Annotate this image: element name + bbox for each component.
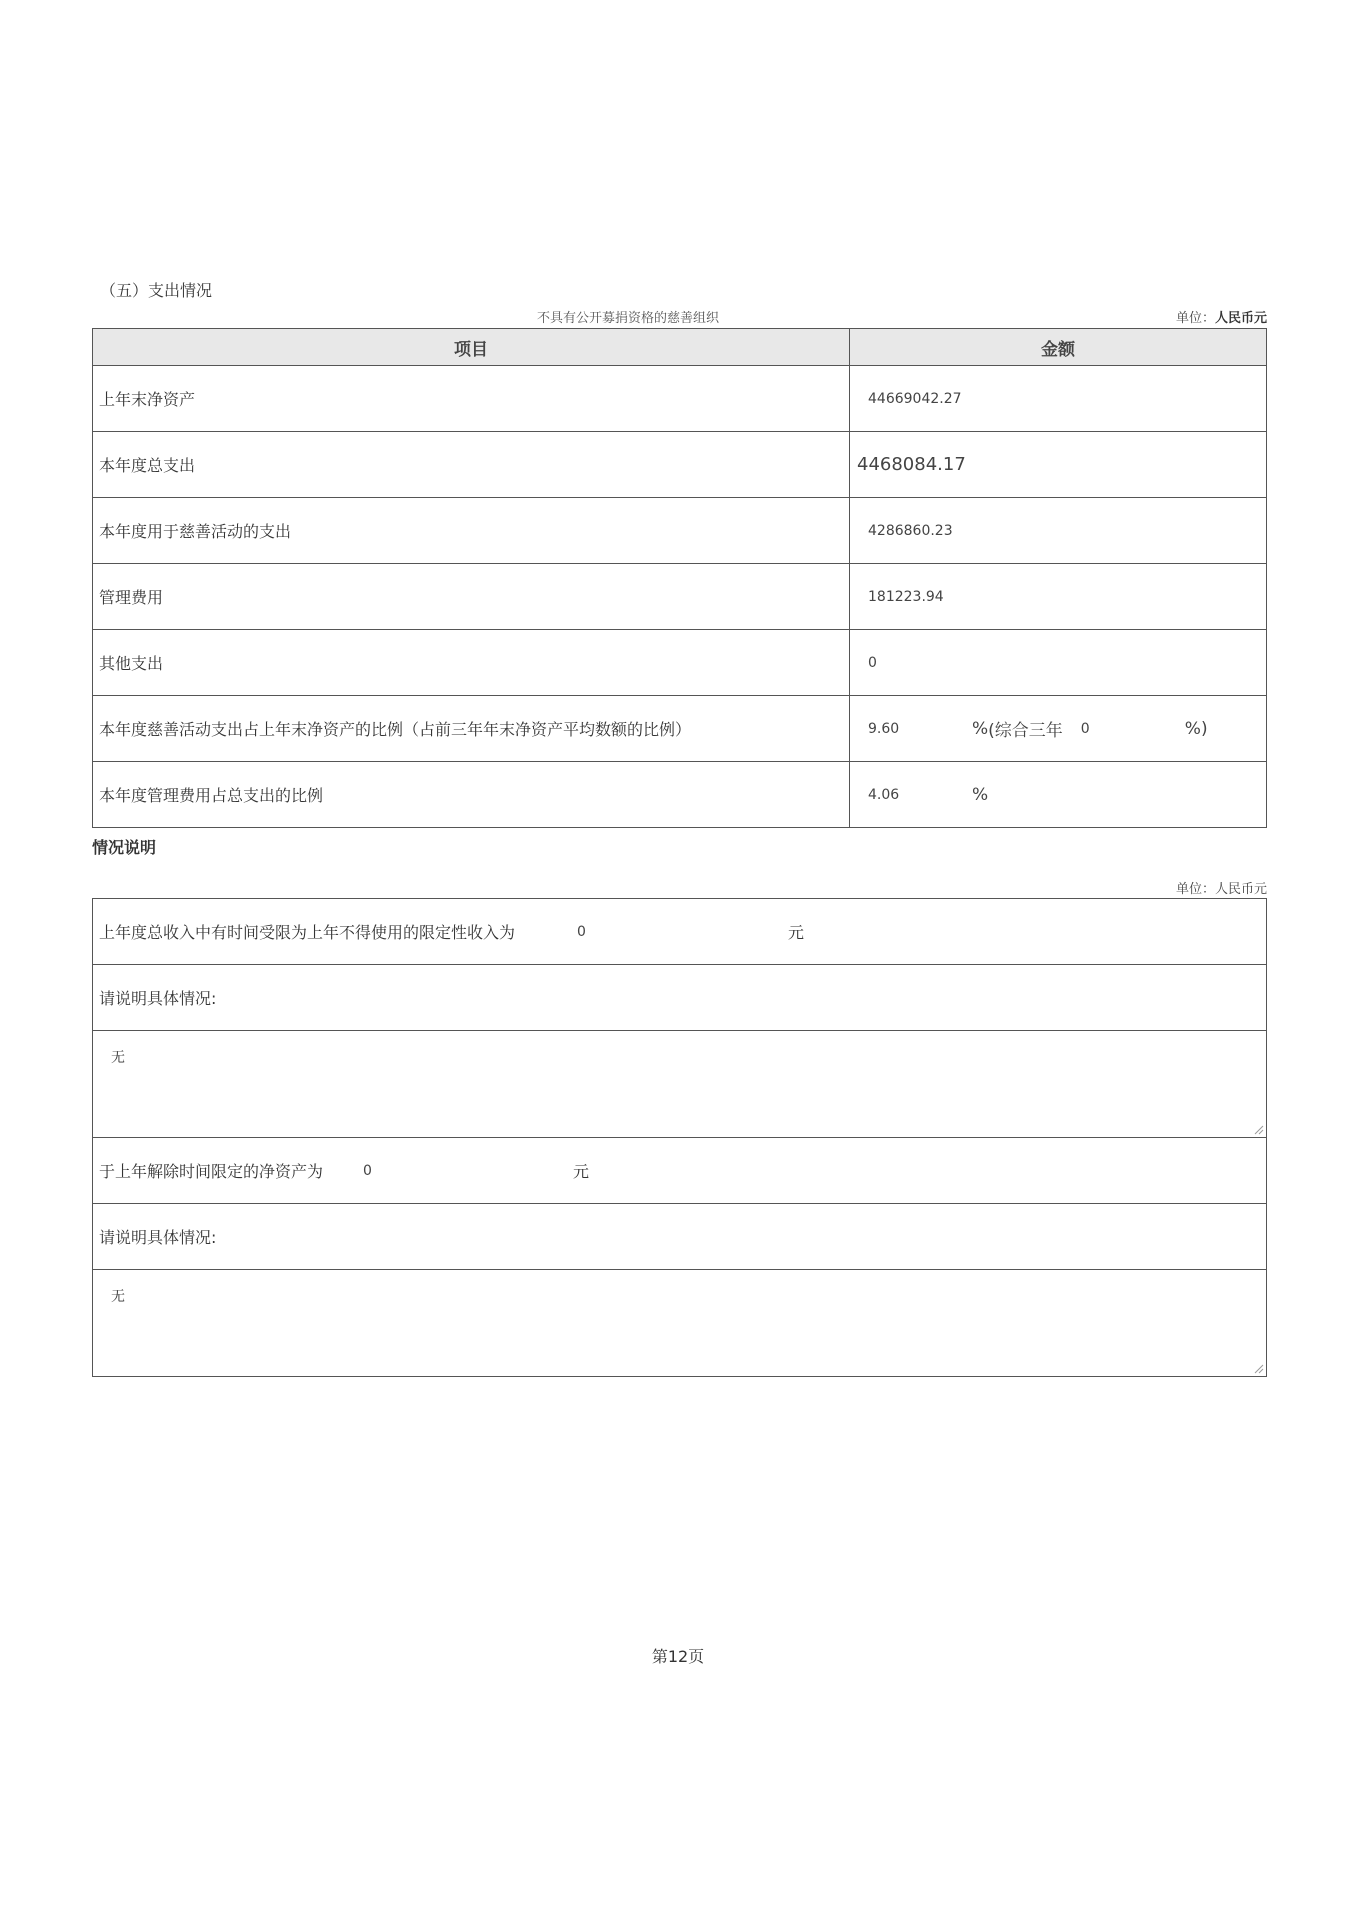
amount-field[interactable]: 181223.94 (850, 564, 1267, 630)
restricted-income-field[interactable]: 0 (577, 923, 586, 940)
released-assets-label: 于上年解除时间限定的净资产为 (99, 1162, 324, 1181)
page-number: 第12页 (651, 1647, 705, 1666)
expense-table (92, 328, 1267, 828)
row-item: 本年度管理费用占总支出的比例 (93, 762, 850, 828)
explain-text: 无 (111, 1289, 125, 1305)
row-item: 上年末净资产 (93, 366, 850, 432)
resize-handle-icon[interactable] (1252, 1362, 1264, 1374)
section-title: （五）支出情况 (100, 281, 213, 300)
unit-label: 单位：人民币元 (1175, 882, 1267, 897)
restricted-income-label: 上年度总收入中有时间受限为上年不得使用的限定性收入为 (99, 923, 516, 942)
amount-field[interactable]: 4468084.17 (850, 432, 1267, 498)
released-assets-field[interactable]: 0 (363, 1162, 372, 1179)
three-year-value-field[interactable]: 0 (1080, 720, 1090, 737)
row-item: 管理费用 (93, 564, 850, 630)
row-item: 本年度总支出 (93, 432, 850, 498)
row-item: 本年度慈善活动支出占上年末净资产的比例（占前三年年末净资产平均数额的比例） (93, 696, 850, 762)
row-item: 本年度用于慈善活动的支出 (93, 498, 850, 564)
unit-label: 单位：人民币元 (1175, 311, 1267, 326)
ratio-value-field[interactable]: 9.60 (868, 720, 900, 737)
percent-sign: % (972, 784, 989, 805)
three-year-close: %) (1184, 718, 1208, 739)
notes-title: 情况说明 (92, 838, 157, 857)
explain-label-row (93, 1204, 1266, 1270)
table-row (93, 366, 1267, 432)
yuan-unit: 元 (573, 1162, 590, 1181)
percent-sign: % (972, 718, 989, 739)
amount-field[interactable]: 44669042.27 (850, 366, 1267, 432)
explain-label: 请说明具体情况: (99, 989, 217, 1008)
released-assets-row (93, 1138, 1266, 1204)
amount-field[interactable]: 0 (850, 630, 1267, 696)
table-row-mgmt (93, 762, 1267, 828)
header-amount: 金额 (850, 329, 1267, 366)
yuan-unit: 元 (788, 923, 805, 942)
row-item: 其他支出 (93, 630, 850, 696)
explain-label: 请说明具体情况: (99, 1228, 217, 1247)
explain-text: 无 (111, 1050, 125, 1066)
explain-textarea[interactable] (93, 1270, 1266, 1376)
table-row (93, 498, 1267, 564)
explain-textarea[interactable] (93, 1031, 1266, 1137)
table-row-ratio (93, 696, 1267, 762)
table-header-row (93, 329, 1267, 366)
restricted-income-row (93, 899, 1266, 965)
notes-box-released (92, 1137, 1267, 1377)
notes-box-restricted (92, 898, 1267, 1138)
table-row (93, 564, 1267, 630)
table-row (93, 432, 1267, 498)
explain-label-row (93, 965, 1266, 1031)
org-type-subtitle: 不具有公开募捐资格的慈善组织 (536, 311, 719, 326)
amount-field[interactable]: 4286860.23 (850, 498, 1267, 564)
table-row (93, 630, 1267, 696)
header-item: 项目 (93, 329, 850, 366)
ratio-cell (850, 696, 1267, 762)
mgmt-ratio-cell (850, 762, 1267, 828)
three-year-label: (综合三年 (988, 721, 1063, 741)
resize-handle-icon[interactable] (1252, 1123, 1264, 1135)
mgmt-ratio-field[interactable]: 4.06 (868, 786, 900, 803)
